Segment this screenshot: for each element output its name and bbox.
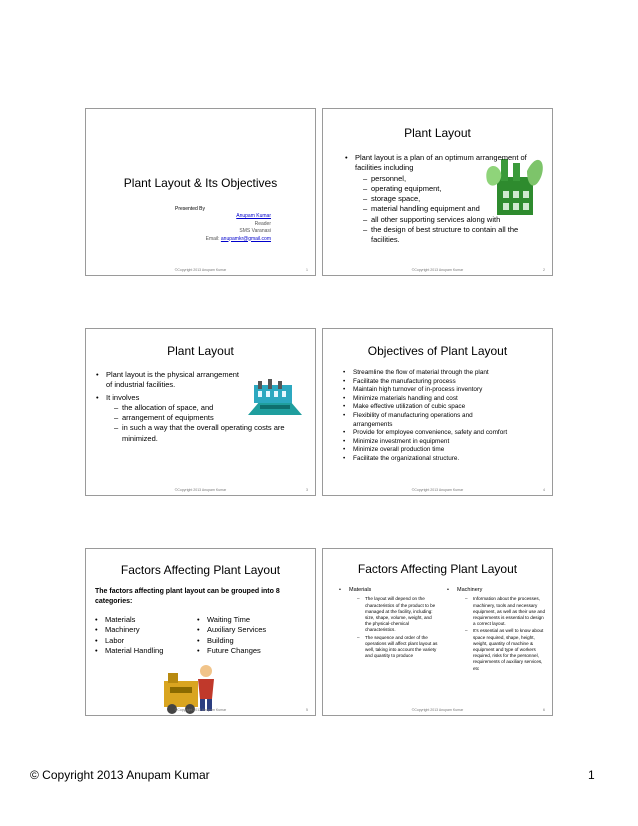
author-role: Reader <box>254 220 271 227</box>
sub-bullet: – It's essential as well to know about space required, shape, height, weight, quantity of machine & equipment and type of workers required, risks for the personnel, requirements of auxiliary services, etc <box>465 628 547 671</box>
bullet: • Flexibility of manufacturing operations and arrangements <box>343 412 548 429</box>
slide-footer: ©Copyright 2013 Anupam Kumar <box>174 268 227 272</box>
slide-number: 2 <box>543 268 545 272</box>
slide-number: 5 <box>306 708 308 712</box>
author-org: SMS Varanasi <box>239 228 271 234</box>
sub-bullet: – operating equipment, <box>363 184 533 194</box>
bullet: • Facilitate the organizational structure. <box>343 455 548 464</box>
slide-body <box>96 370 298 444</box>
slide-number: 1 <box>306 268 308 272</box>
bullet: • Make effective utilization of cubic space <box>343 403 548 412</box>
factor-item: • Materials <box>95 615 190 625</box>
slide-2 <box>322 108 553 276</box>
sub-bullet: – storage space, <box>363 194 533 204</box>
sub-bullet: – all other supporting services along with <box>363 215 533 225</box>
bullet: • Maintain high turnover of in-process inventory <box>343 386 548 395</box>
slide-5 <box>85 548 316 716</box>
column-head: • Materials – The layout will depend on the characteristics of the product to be managed at the facility, including: size, shape, volume, weight, and the physical-chemical characteristics. – The sequence and order of the operations will affect plant layout as well, taking into account the variety and quantity to produce <box>339 587 439 659</box>
slide-body <box>345 153 533 246</box>
sub-bullet: – The sequence and order of the operations will affect plant layout as well, taking into account the variety and quantity to produce <box>357 635 439 660</box>
factor-item: • Machinery <box>95 625 190 635</box>
page-number: 1 <box>588 768 595 782</box>
column-machinery <box>447 587 547 672</box>
slide-footer: ©Copyright 2013 Anupam Kumar <box>411 268 464 272</box>
slide-number: 4 <box>543 488 545 492</box>
factor-item: • Material Handling <box>95 646 190 656</box>
worker-machine-clipart-icon <box>160 657 218 715</box>
slide-footer: ©Copyright 2013 Anupam Kumar <box>411 708 464 712</box>
slide-4 <box>322 328 553 496</box>
factor-list-right <box>197 615 312 657</box>
slide-number: 3 <box>306 488 308 492</box>
slide-intro: The factors affecting plant layout can be grouped into 8 categories: <box>95 588 280 605</box>
sub-bullet: – the allocation of space, and <box>114 403 298 413</box>
slide-number: 6 <box>543 708 545 712</box>
author-name[interactable]: Anupam Kumar <box>236 213 271 219</box>
slide-title: Objectives of Plant Layout <box>367 344 508 358</box>
slide-title: Plant Layout <box>404 126 471 140</box>
author-block <box>206 213 271 243</box>
sub-bullet: – material handling equipment and <box>363 204 533 214</box>
sub-bullet: – Information about the processes, machinery, tools and necessary equipment, as well as their use and requirements is essential to design a correct layout. <box>465 596 547 627</box>
slide-6 <box>322 548 553 716</box>
presented-by: Presented By <box>175 206 206 212</box>
factor-item: • Future Changes <box>197 646 312 656</box>
factor-list-left <box>95 615 190 657</box>
bullet: • Minimize materials handling and cost <box>343 395 548 404</box>
sub-bullet: – in such a way that the overall operating costs are minimized. <box>114 423 298 444</box>
factor-item: • Waiting Time <box>197 615 312 625</box>
factor-item: • Labor <box>95 636 190 646</box>
sub-bullet: – The layout will depend on the characteristics of the product to be managed at the facility, including: size, shape, volume, weight, and the physical-chemical characteristics. <box>357 596 439 633</box>
email-label: Email: <box>205 235 221 242</box>
factor-item: • Building <box>197 636 312 646</box>
bullet: • Minimize overall production time <box>343 446 548 455</box>
page-copyright: © Copyright 2013 Anupam Kumar <box>30 768 210 782</box>
slide-footer: ©Copyright 2013 Anupam Kumar <box>174 488 227 492</box>
slide-footer: ©Copyright 2013 Anupam Kumar <box>411 488 464 492</box>
email-link[interactable]: anupamkr@gmail.com <box>220 235 271 242</box>
slide-body <box>343 369 548 464</box>
slide-3 <box>85 328 316 496</box>
factor-item: • Auxiliary Services <box>197 625 312 635</box>
slide-footer: ©Copyright 2013 Anupam Kumar <box>174 708 227 712</box>
column-materials <box>339 587 439 659</box>
slide-title: Factors Affecting Plant Layout <box>357 562 518 576</box>
bullet: • Plant layout is a plan of an optimum arrangement of facilities including – personnel, – operating equipment, – storage space, – material handling equipment and – all other supporting services along with – the design of best structure to contain all the facilities. <box>345 153 533 246</box>
bullet: • Minimize investment in equipment <box>343 438 548 447</box>
slide-title: Plant Layout & Its Objectives <box>123 176 278 190</box>
bullet: • Streamline the flow of material through the plant <box>343 369 548 378</box>
sub-bullet: – the design of best structure to contain all the facilities. <box>363 225 533 246</box>
column-head: • Machinery – Information about the processes, machinery, tools and necessary equipment, as well as their use and requirements is essential to design a correct layout. – It's essential as well to know about space required, shape, height, weight, quantity of machine & equipment and type of workers required, risks for the personnel, requirements of auxiliary services, etc <box>447 587 547 672</box>
sub-bullet: – personnel, <box>363 174 533 184</box>
slide-title: Factors Affecting Plant Layout <box>120 563 281 577</box>
bullet: • It involves – the allocation of space, and – arrangement of equipments – in such a way that the overall operating costs are minimized. <box>96 393 298 444</box>
bullet: • Provide for employee convenience, safety and comfort <box>343 429 548 438</box>
sub-bullet: – arrangement of equipments <box>114 413 298 423</box>
slide-1 <box>85 108 316 276</box>
bullet: • Facilitate the manufacturing process <box>343 378 548 387</box>
bullet: • Plant layout is the physical arrangement of industrial facilities. <box>96 370 298 391</box>
slide-title: Plant Layout <box>167 344 234 358</box>
